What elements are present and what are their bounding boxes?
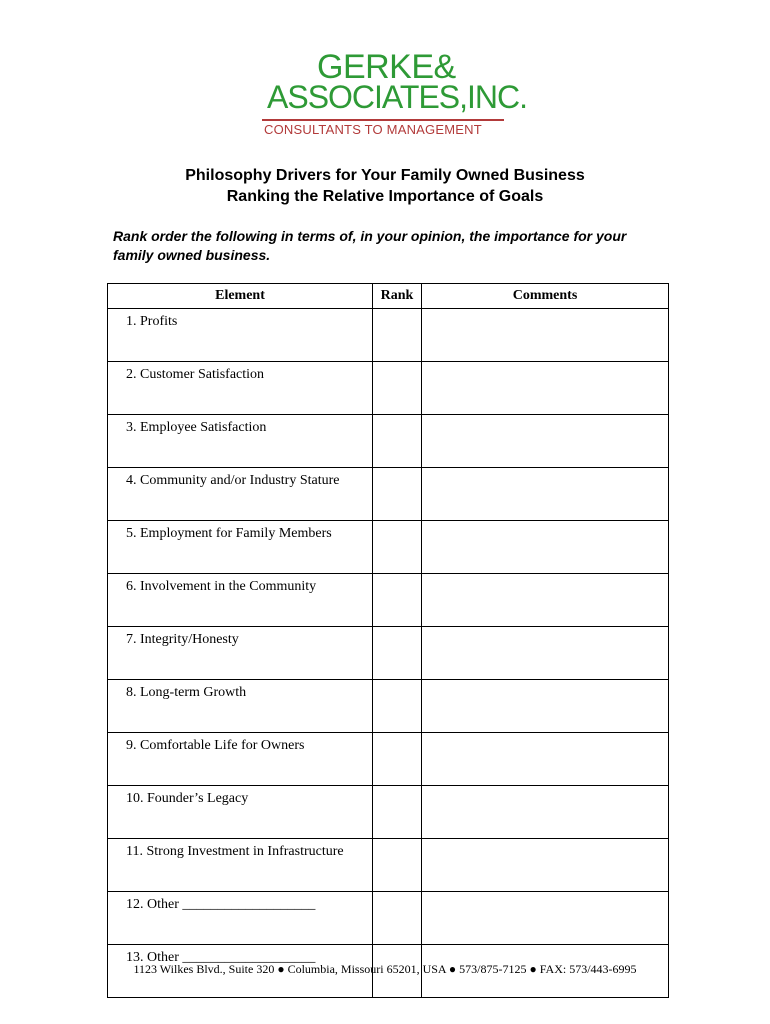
comments-cell[interactable] [422, 733, 669, 786]
table-header-row [108, 284, 669, 309]
element-label: 9. Comfortable Life for Owners [108, 733, 373, 786]
comments-cell[interactable] [422, 680, 669, 733]
table-row [108, 309, 669, 362]
rank-cell[interactable] [373, 362, 422, 415]
element-label: 4. Community and/or Industry Stature [108, 468, 373, 521]
table-row [108, 839, 669, 892]
rank-cell[interactable] [373, 309, 422, 362]
rank-cell[interactable] [373, 733, 422, 786]
logo-name-line2: ASSOCIATES,INC. [267, 79, 528, 115]
rank-cell[interactable] [373, 521, 422, 574]
footer-address: 1123 Wilkes Blvd., Suite 320 ● Columbia, Missouri 65201, USA ● 573/875-7125 ● FAX: 573/443-6995 [133, 962, 637, 976]
logo-name-line1: GERKE& [317, 48, 456, 86]
comments-cell[interactable] [422, 415, 669, 468]
element-label: 8. Long-term Growth [108, 680, 373, 733]
comments-cell[interactable] [422, 309, 669, 362]
header-comments: Comments [422, 284, 669, 309]
table-row [108, 733, 669, 786]
comments-cell[interactable] [422, 786, 669, 839]
element-label: 10. Founder’s Legacy [108, 786, 373, 839]
table-row [108, 892, 669, 945]
comments-cell[interactable] [422, 521, 669, 574]
table-row [108, 574, 669, 627]
rank-cell[interactable] [373, 786, 422, 839]
table-row [108, 468, 669, 521]
comments-cell[interactable] [422, 839, 669, 892]
comments-cell[interactable] [422, 468, 669, 521]
header-element: Element [108, 284, 373, 309]
element-label: 2. Customer Satisfaction [108, 362, 373, 415]
instructions-text: Rank order the following in terms of, in your opinion, the importance for your family owned business. [113, 228, 627, 263]
comments-cell[interactable] [422, 574, 669, 627]
comments-cell[interactable] [422, 362, 669, 415]
title-line-1: Philosophy Drivers for Your Family Owned Business [185, 167, 585, 184]
element-label: 1. Profits [108, 309, 373, 362]
logo-divider [262, 119, 504, 121]
rank-cell[interactable] [373, 680, 422, 733]
table-row [108, 521, 669, 574]
element-label: 12. Other ___________________ [108, 892, 373, 945]
element-label: 11. Strong Investment in Infrastructure [108, 839, 373, 892]
document-title [0, 165, 770, 207]
header-rank: Rank [373, 284, 422, 309]
rank-cell[interactable] [373, 415, 422, 468]
rank-cell[interactable] [373, 839, 422, 892]
company-logo [262, 48, 528, 142]
rank-cell[interactable] [373, 468, 422, 521]
comments-cell[interactable] [422, 892, 669, 945]
element-label: 3. Employee Satisfaction [108, 415, 373, 468]
rank-cell[interactable] [373, 892, 422, 945]
element-label: 7. Integrity/Honesty [108, 627, 373, 680]
element-label: 5. Employment for Family Members [108, 521, 373, 574]
table-row [108, 362, 669, 415]
ranking-table [107, 283, 669, 998]
rank-cell[interactable] [373, 574, 422, 627]
comments-cell[interactable] [422, 627, 669, 680]
rank-cell[interactable] [373, 627, 422, 680]
table-row [108, 627, 669, 680]
table-row [108, 680, 669, 733]
element-label: 13. Other ___________________ [108, 945, 373, 998]
logo-tagline: CONSULTANTS TO MANAGEMENT [264, 122, 482, 137]
title-line-2: Ranking the Relative Importance of Goals [226, 188, 544, 205]
element-label: 6. Involvement in the Community [108, 574, 373, 627]
table-row [108, 786, 669, 839]
table-row [108, 415, 669, 468]
